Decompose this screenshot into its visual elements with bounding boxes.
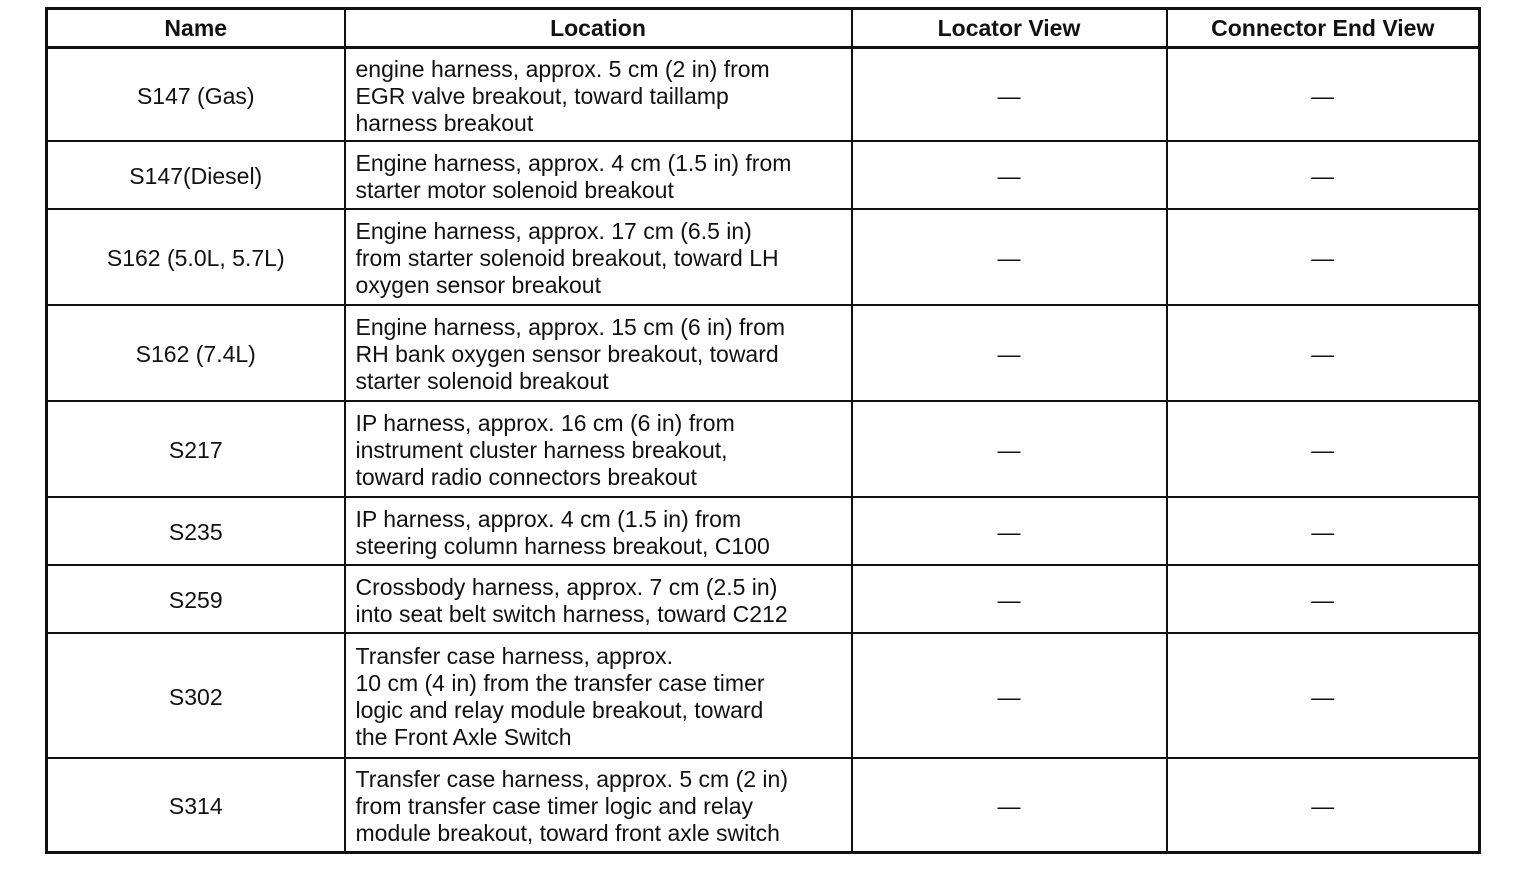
splice-location: Crossbody harness, approx. 7 cm (2.5 in) into seat belt switch harness, toward C212 (345, 565, 852, 633)
splice-name: S302 (47, 633, 345, 758)
connector-end-view-value: — (1167, 633, 1480, 758)
header-locator-view: Locator View (852, 9, 1167, 48)
connector-end-view-value: — (1167, 497, 1480, 565)
connector-end-view-value: — (1167, 48, 1480, 142)
splice-name: S259 (47, 565, 345, 633)
locator-view-value: — (852, 497, 1167, 565)
table-row (47, 565, 1480, 633)
connector-end-view-value: — (1167, 758, 1480, 853)
header-location: Location (345, 9, 852, 48)
header-row (47, 9, 1480, 48)
splice-name: S162 (7.4L) (47, 305, 345, 401)
header-connector-end-view: Connector End View (1167, 9, 1480, 48)
table-row (47, 141, 1480, 209)
splice-location: engine harness, approx. 5 cm (2 in) from EGR valve breakout, toward taillamp harness breakout (345, 48, 852, 142)
table-row (47, 401, 1480, 497)
splice-location: Transfer case harness, approx. 5 cm (2 in) from transfer case timer logic and relay module breakout, toward front axle switch (345, 758, 852, 853)
splice-location: Transfer case harness, approx. 10 cm (4 in) from the transfer case timer logic and relay module breakout, toward the Front Axle Switch (345, 633, 852, 758)
locator-view-value: — (852, 758, 1167, 853)
locator-view-value: — (852, 401, 1167, 497)
connector-end-view-value: — (1167, 305, 1480, 401)
splice-name: S162 (5.0L, 5.7L) (47, 209, 345, 305)
locator-view-value: — (852, 209, 1167, 305)
table-row (47, 633, 1480, 758)
splice-location: Engine harness, approx. 17 cm (6.5 in) from starter solenoid breakout, toward LH oxygen sensor breakout (345, 209, 852, 305)
splice-location: IP harness, approx. 4 cm (1.5 in) from steering column harness breakout, C100 (345, 497, 852, 565)
table-row (47, 497, 1480, 565)
connector-end-view-value: — (1167, 141, 1480, 209)
table-row (47, 48, 1480, 142)
locator-view-value: — (852, 565, 1167, 633)
splice-name: S314 (47, 758, 345, 853)
splice-location: IP harness, approx. 16 cm (6 in) from instrument cluster harness breakout, toward radio connectors breakout (345, 401, 852, 497)
splice-location-table (45, 7, 1481, 854)
connector-end-view-value: — (1167, 565, 1480, 633)
connector-end-view-value: — (1167, 209, 1480, 305)
splice-name: S147(Diesel) (47, 141, 345, 209)
table-row (47, 305, 1480, 401)
splice-location: Engine harness, approx. 15 cm (6 in) from RH bank oxygen sensor breakout, toward starter solenoid breakout (345, 305, 852, 401)
splice-name: S235 (47, 497, 345, 565)
splice-table-container (45, 7, 1478, 854)
splice-name: S217 (47, 401, 345, 497)
splice-location: Engine harness, approx. 4 cm (1.5 in) from starter motor solenoid breakout (345, 141, 852, 209)
connector-end-view-value: — (1167, 401, 1480, 497)
locator-view-value: — (852, 141, 1167, 209)
locator-view-value: — (852, 305, 1167, 401)
locator-view-value: — (852, 633, 1167, 758)
table-row (47, 209, 1480, 305)
splice-name: S147 (Gas) (47, 48, 345, 142)
table-row (47, 758, 1480, 853)
locator-view-value: — (852, 48, 1167, 142)
header-name: Name (47, 9, 345, 48)
